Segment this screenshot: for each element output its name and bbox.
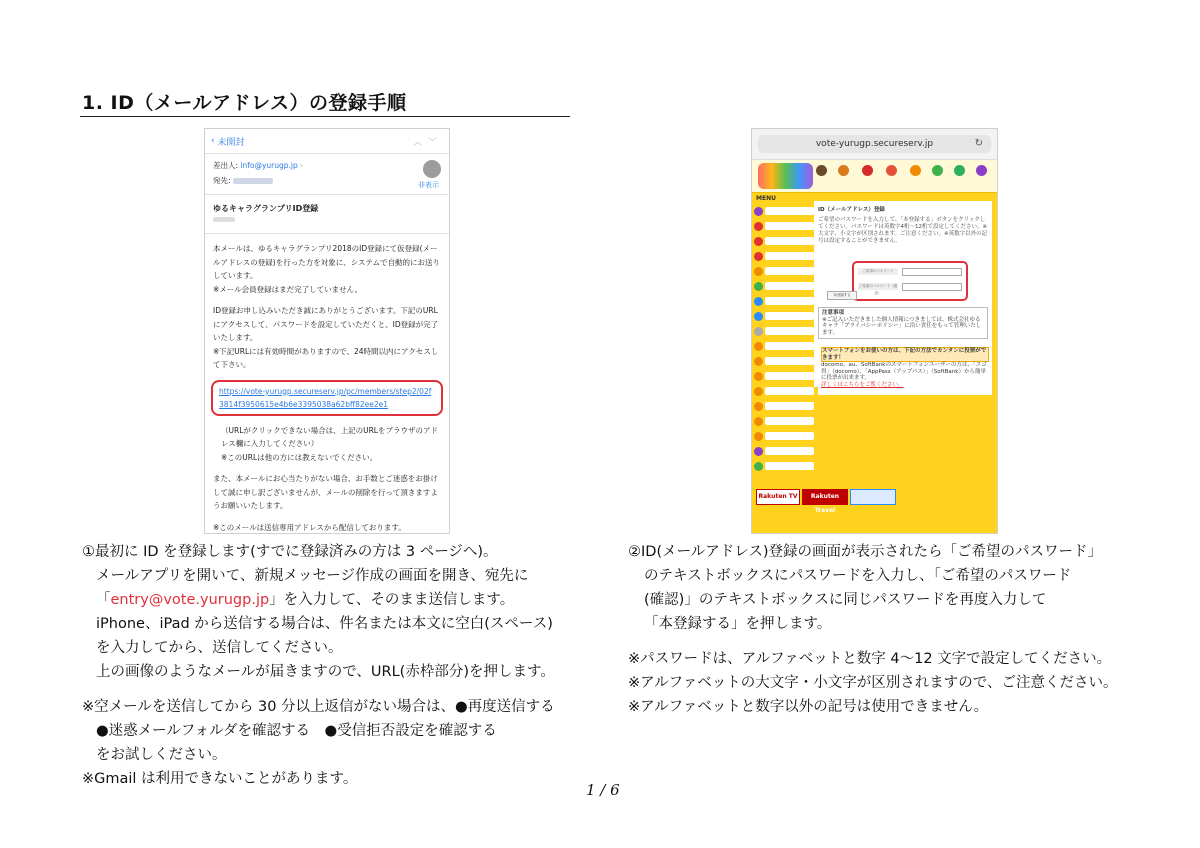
browser-screenshot <box>751 128 998 534</box>
menu-icon <box>754 402 763 411</box>
step1-line-4: iPhone、iPad から送信する場合は、件名または本文に空白(スペース) <box>96 616 553 632</box>
menu-icon <box>754 342 763 351</box>
notice-title: 注意事項 <box>822 310 845 316</box>
entry-email: entry@vote.yurugp.jp <box>110 592 270 608</box>
site-logo[interactable] <box>758 163 813 189</box>
from-address[interactable]: info@yurugp.jp <box>240 161 298 170</box>
password-confirm-row <box>858 283 962 295</box>
step2-line-4: 「本登録する」を押します。 <box>644 616 832 632</box>
mail-back-label[interactable]: 未開封 <box>217 137 245 148</box>
sidebar-item[interactable] <box>754 295 814 307</box>
step1-line-6: 上の画像のようなメールが届きますので、URL(赤枠部分)を押します。 <box>96 664 555 680</box>
mail-paragraph-2: ID登録お申し込みいただき誠にありがとうございます。下記のURLにアクセスして、パスワードを設定していただくと、ID登録が完了いたします。 <box>213 306 439 342</box>
smartphone-details-link[interactable]: 詳しくはこちらをご覧ください。 <box>821 381 904 388</box>
step2-line-2: のテキストボックスにパスワードを入力し、「ご希望のパスワード <box>644 568 1072 584</box>
sidebar-item[interactable] <box>754 265 814 277</box>
step2-note-2: ※アルファベットの大文字・小文字が区別されますので、ご注意ください。 <box>628 675 1118 691</box>
site-sidebar <box>754 193 814 533</box>
address-text: vote-yurugp.secureserv.jp <box>815 139 934 149</box>
smartphone-text: docomo、au、SoftBankのスマートフォンユーザーの方は、「スゴ得」（docomo）、「AppPass（アップパス）」（SoftBank）から簡単に投票が出来ます。 <box>821 362 987 381</box>
page-number: 1 / 6 <box>586 781 620 799</box>
nav-top-icon[interactable] <box>816 165 827 176</box>
nav-event-icon[interactable] <box>886 165 897 176</box>
sidebar-item[interactable] <box>754 310 814 322</box>
sidebar-item[interactable] <box>754 445 814 457</box>
mail-body <box>205 234 449 534</box>
hide-details-link[interactable]: 非表示 <box>418 181 439 189</box>
nav-ranking-icon[interactable] <box>838 165 849 176</box>
mail-subject: ゆるキャラグランプリID登録 <box>213 204 319 213</box>
step1-line-3-tail: 」を入力して、そのまま送信します。 <box>269 592 515 608</box>
mail-paragraph-3: （URLがクリックできない場合は、上記のURLをブラウザのアドレス欄に入力してください） <box>221 425 438 448</box>
smartphone-section <box>818 345 992 395</box>
reload-icon[interactable]: ↻ <box>974 138 983 149</box>
step1-line-2: メールアプリを開いて、新規メッセージ作成の画面を開き、宛先に <box>96 568 529 584</box>
nav-faq-icon[interactable] <box>976 165 987 176</box>
smartphone-warning: スマートフォンをお使いの方は、下記の方法でカンタンに投票ができます！ <box>821 347 989 362</box>
step1-note-3: をお試しください。 <box>96 747 227 763</box>
step2-line-3: (確認)」のテキストボックスに同じパスワードを再度入力して <box>644 592 1047 608</box>
menu-icon <box>754 207 763 216</box>
menu-icon <box>754 447 763 456</box>
password-input[interactable] <box>902 268 962 276</box>
mail-paragraph-3-note: ※このURLは他の方には教えないでください。 <box>221 452 378 462</box>
sidebar-item[interactable] <box>754 325 814 337</box>
mail-subject-block <box>205 195 449 234</box>
back-chevron-icon[interactable]: ‹ <box>211 136 218 146</box>
menu-icon <box>754 387 763 396</box>
step1-line-3 <box>82 588 555 612</box>
sidebar-item[interactable] <box>754 460 814 472</box>
bracket-open: 「 <box>96 592 111 608</box>
from-label: 差出人: <box>213 161 239 170</box>
nav-goods-icon[interactable] <box>954 165 965 176</box>
step1-note-1: ※空メールを送信してから 30 分以上返信がない場合は、●再度送信する <box>82 699 555 715</box>
mail-paragraph-4: また、本メールにお心当たりがない場合、お手数とご迷惑をお掛けして誠に申し訳ございませんが、メールの削除を行って頂きますようお願いいたします。 <box>213 474 438 510</box>
step2-line-1: ②ID(メールアドレス)登録の画面が表示されたら「ご希望のパスワード」 <box>628 544 1103 560</box>
menu-icon <box>754 312 763 321</box>
step2-note-3: ※アルファベットと数字以外の記号は使用できません。 <box>628 699 989 715</box>
menu-icon <box>754 417 763 426</box>
rakuten-tv-banner[interactable]: Rakuten TV <box>756 489 800 505</box>
sponsor-banner[interactable] <box>850 489 896 505</box>
mail-date-blurred <box>213 217 235 222</box>
sidebar-item[interactable] <box>754 415 814 427</box>
step1-line-5: を入力してから、送信してください。 <box>96 640 343 656</box>
mail-paragraph-1: 本メールは、ゆるキャラグランプリ2018のID登録にて仮登録(メールアドレスの登録)を行った方を対象に、システムで自動的にお送りしています。 <box>213 244 440 280</box>
up-down-arrows-icon[interactable]: ︿﹀ <box>412 137 443 148</box>
notice-text: ※ご記入いただきました個人情報につきましては、株式会社ゆるキャラ「プライバシーポリシー」に沿い責任をもって管理いたします。 <box>822 316 982 336</box>
menu-icon <box>754 327 763 336</box>
password-label: ご希望のパスワード <box>858 268 898 275</box>
address-field[interactable] <box>758 135 991 153</box>
rakuten-travel-banner[interactable]: Rakuten Travel <box>802 489 848 505</box>
menu-icon <box>754 462 763 471</box>
notice-box <box>818 307 988 339</box>
menu-icon <box>754 282 763 291</box>
sidebar-item[interactable] <box>754 235 814 247</box>
menu-title: MENU <box>756 195 776 202</box>
sidebar-item[interactable] <box>754 370 814 382</box>
sidebar-item[interactable] <box>754 400 814 412</box>
step1-note-2: ●迷惑メールフォルダを確認する ●受信拒否設定を確認する <box>96 723 497 739</box>
menu-icon <box>754 357 763 366</box>
step1-instructions <box>82 540 555 791</box>
heading-underline <box>80 116 570 117</box>
sidebar-item[interactable] <box>754 430 814 442</box>
menu-icon <box>754 432 763 441</box>
mail-paragraph-2-note: ※下記URLには有効時間がありますので、24時間以内にアクセスして下さい。 <box>213 346 439 369</box>
nav-vote-icon[interactable] <box>862 165 873 176</box>
menu-icon <box>754 237 763 246</box>
nav-rules-icon[interactable] <box>910 165 921 176</box>
registration-title: ID（メールアドレス）登録 <box>818 207 885 213</box>
sidebar-item[interactable] <box>754 205 814 217</box>
sidebar-item[interactable] <box>754 250 814 262</box>
sidebar-item[interactable] <box>754 220 814 232</box>
mail-header: 差出人: info@yurugp.jp › 宛先: 非表示 <box>205 154 449 195</box>
menu-icon <box>754 372 763 381</box>
section-heading: 1. ID（メールアドレス）の登録手順 <box>82 92 407 114</box>
registration-url-link[interactable]: https://vote-yurugp.secureserv.jp/pc/members/step2/02f3814f3950615e4b6e3395038a62bff82ee2e1 <box>211 380 443 416</box>
mail-nav-bar <box>205 129 449 154</box>
register-button[interactable]: 本登録する <box>827 291 857 300</box>
menu-icon <box>754 222 763 231</box>
to-label: 宛先: <box>213 176 231 185</box>
sidebar-item[interactable] <box>754 355 814 367</box>
sidebar-item[interactable] <box>754 385 814 397</box>
menu-icon <box>754 267 763 276</box>
mail-paragraph-5: ※このメールは送信専用アドレスから配信しております。 <box>213 522 406 532</box>
sender-avatar-icon <box>423 160 441 178</box>
step1-line-1: ①最初に ID を登録します(すでに登録済みの方は 3 ページへ)。 <box>82 544 498 560</box>
password-row <box>858 268 962 275</box>
mail-screenshot <box>204 128 450 534</box>
step1-note-4: ※Gmail は利用できないことがあります。 <box>82 771 358 787</box>
step2-instructions <box>628 540 1118 719</box>
site-header <box>752 160 997 193</box>
sidebar-item[interactable] <box>754 280 814 292</box>
sidebar-item[interactable] <box>754 340 814 352</box>
nav-news-icon[interactable] <box>932 165 943 176</box>
to-address-blurred <box>233 178 273 184</box>
step2-note-1: ※パスワードは、アルファベットと数字 4～12 文字で設定してください。 <box>628 651 1112 667</box>
password-form-highlight <box>852 261 968 301</box>
mail-paragraph-1-note: ※メール会員登録はまだ完了していません。 <box>213 284 363 294</box>
registration-intro: ご希望のパスワードを入力して、「本登録する」ボタンをクリックしてください。パスワードは英数字4桁〜12桁で設定してください。※大文字、小文字が区別されます。ご注意ください。※英数字以外の記号は設定することができません。 <box>818 217 988 244</box>
banner-row <box>756 489 896 514</box>
password-confirm-label: ご希望のパスワード（確認） <box>858 284 898 295</box>
menu-icon <box>754 252 763 261</box>
password-confirm-input[interactable] <box>902 283 962 291</box>
browser-url-bar <box>752 129 997 160</box>
menu-icon <box>754 297 763 306</box>
